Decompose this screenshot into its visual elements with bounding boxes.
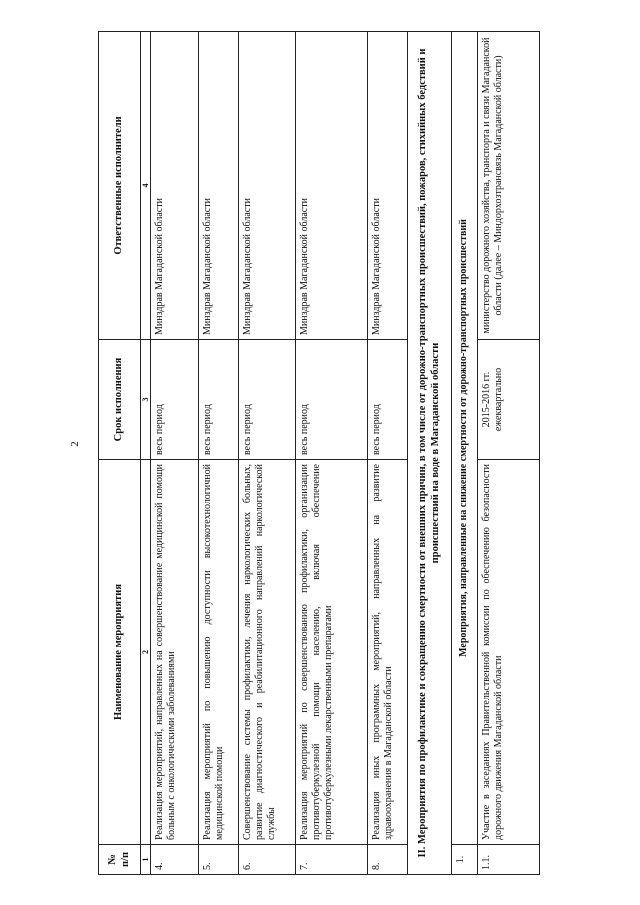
row-executor: Минздрав Магаданской области bbox=[151, 32, 199, 340]
row-name: Реализация иных программных мероприятий, направленных на развитие здравоохранения в Магаданской области bbox=[368, 460, 408, 845]
row-name: Реализация мероприятий по совершенствованию профилактики, организации противотуберкулезной помощи населению, включая обеспечение противотуберкулезными лекарственными препаратами bbox=[296, 460, 368, 845]
section-title: II. Мероприятия по профилактике и сокращению смертности от внешних причин, в том числе от дорожно-транспортных происшествий, пожаров, стихийных бедствий и происшествий на воде в Магаданской области bbox=[408, 32, 452, 875]
row-executor: Минздрав Магаданской области bbox=[368, 32, 408, 340]
row-executor: министерство дорожного хозяйства, транспорта и связи Магаданской области (далее – Миндорхозтрансвязь Магаданской области) bbox=[478, 32, 540, 340]
row-executor: Минздрав Магаданской области bbox=[199, 32, 239, 340]
column-number: 4 bbox=[141, 32, 151, 340]
subsection-title: Мероприятия, направленные на снижение смертности от дорожно-транспортных происшествий bbox=[452, 32, 478, 845]
row-name: Реализация мероприятий по повышению доступности высокотехнологичной медицинской помощи bbox=[199, 460, 239, 845]
table-row bbox=[478, 32, 540, 875]
row-num: 7. bbox=[296, 845, 368, 875]
rotated-page-content bbox=[98, 32, 540, 875]
row-term: 2015-2016 гг. ежеквартально bbox=[478, 340, 540, 460]
row-name: Совершенствование системы профилактики, лечения наркологических больных, развитие диагностического и реабилитационного направлений наркологической службы bbox=[239, 460, 296, 845]
subsection-num: 1. bbox=[452, 845, 478, 875]
row-executor: Минздрав Магаданской области bbox=[296, 32, 368, 340]
section-row bbox=[408, 32, 452, 875]
column-number: 1 bbox=[141, 845, 151, 875]
row-num: 1.1. bbox=[478, 845, 540, 875]
table-row bbox=[296, 32, 368, 875]
header-name: Наименование мероприятия bbox=[99, 460, 141, 845]
column-number: 2 bbox=[141, 460, 151, 845]
row-name: Участие в заседаниях Правительственной комиссии по обеспечению безопасности дорожного движения Магаданской области bbox=[478, 460, 540, 845]
row-num: 4. bbox=[151, 845, 199, 875]
row-num: 6. bbox=[239, 845, 296, 875]
row-term: весь период bbox=[368, 340, 408, 460]
column-number: 3 bbox=[141, 340, 151, 460]
page-number: 2 bbox=[68, 441, 81, 447]
row-num: 5. bbox=[199, 845, 239, 875]
row-term: весь период bbox=[296, 340, 368, 460]
table-row bbox=[368, 32, 408, 875]
measures-table bbox=[98, 31, 540, 875]
row-name: Реализация мероприятий, направленных на совершенствование медицинской помощи больным с онкологическими заболеваниями bbox=[151, 460, 199, 845]
row-term: весь период bbox=[199, 340, 239, 460]
row-executor: Минздрав Магаданской области bbox=[239, 32, 296, 340]
subsection-row bbox=[452, 32, 478, 875]
row-term: весь период bbox=[239, 340, 296, 460]
row-num: 8. bbox=[368, 845, 408, 875]
table-header-row bbox=[99, 32, 141, 875]
table-row bbox=[239, 32, 296, 875]
header-executors: Ответственные исполнители bbox=[99, 32, 141, 340]
table-row bbox=[151, 32, 199, 875]
table-row bbox=[199, 32, 239, 875]
header-term: Срок исполнения bbox=[99, 340, 141, 460]
row-term: весь период bbox=[151, 340, 199, 460]
header-num: № п/п bbox=[99, 845, 141, 875]
column-number-row bbox=[141, 32, 151, 875]
